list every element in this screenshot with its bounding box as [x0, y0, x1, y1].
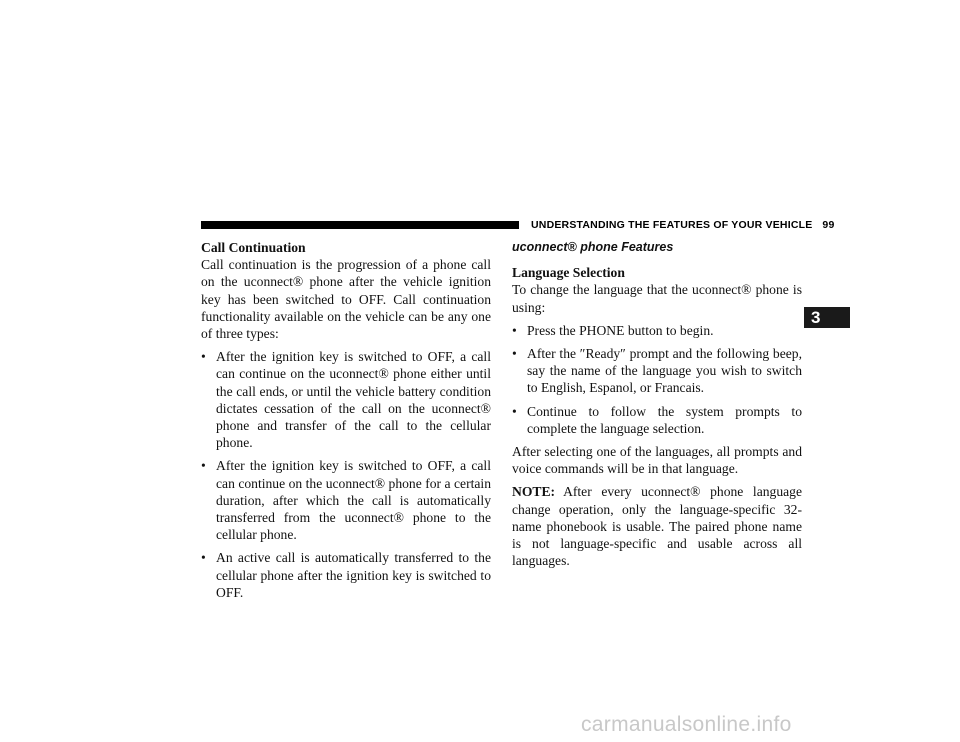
language-selection-intro: To change the language that the uconnect® phone is using: — [512, 282, 802, 315]
section-title: uconnect® phone Features — [512, 240, 674, 254]
bullet-icon: • — [201, 550, 206, 566]
note-label: NOTE: — [512, 484, 556, 500]
bullet-text: After the ″Ready″ prompt and the following beep, say the name of the language you wish to switch to English, Espanol, or Francais. — [527, 346, 802, 396]
left-column — [201, 239, 491, 601]
bullet-icon: • — [201, 349, 206, 365]
language-selection-heading: Language Selection — [512, 265, 625, 281]
list-item — [201, 457, 491, 543]
header-rule — [201, 221, 519, 229]
chapter-number: 3 — [811, 308, 821, 327]
note-paragraph — [512, 483, 802, 569]
bullet-text: After the ignition key is switched to OFF, a call can continue on the uconnect® phone for a certain duration, after which the call is automatically transferred from the uconnect® phone to the cellular phone. — [216, 458, 491, 543]
bullet-icon: • — [512, 322, 517, 338]
bullet-icon: • — [512, 346, 517, 362]
list-item — [512, 403, 802, 437]
bullet-text: An active call is automatically transferred to the cellular phone after the ignition key is switched to OFF. — [216, 550, 491, 600]
running-header — [531, 219, 835, 231]
list-item — [512, 322, 802, 339]
bullet-text: Continue to follow the system prompts to complete the language selection. — [527, 403, 802, 436]
bullet-icon: • — [512, 403, 517, 419]
list-item — [201, 549, 491, 601]
call-continuation-intro: Call continuation is the progression of a phone call on the uconnect® phone after the vehicle ignition key has been switched to OFF. Call continuation functionality available on the vehicle can be any one of three types: — [201, 257, 491, 342]
right-column — [512, 239, 802, 569]
header-title: UNDERSTANDING THE FEATURES OF YOUR VEHICLE — [531, 219, 813, 231]
watermark: carmanualsonline.info — [581, 713, 792, 736]
after-selection-text: After selecting one of the languages, all prompts and voice commands will be in that language. — [512, 444, 802, 477]
bullet-text: Press the PHONE button to begin. — [527, 322, 714, 338]
list-item — [512, 345, 802, 397]
call-continuation-heading: Call Continuation — [201, 240, 306, 255]
list-item — [201, 348, 491, 451]
bullet-icon: • — [201, 458, 206, 474]
note-text: After every uconnect® phone language change operation, only the language-specific 32-name phonebook is usable. The paired phone name is not language-specific and usable across all languages. — [512, 484, 802, 569]
page-number: 99 — [822, 219, 835, 231]
call-continuation-list — [201, 348, 491, 601]
language-steps-list — [512, 322, 802, 437]
bullet-text: After the ignition key is switched to OFF, a call can continue on the uconnect® phone either until the call ends, or until the vehicle battery condition dictates cessation of the call on the uconnect® phone and transfer of the call to the cellular phone. — [216, 349, 491, 451]
chapter-tab — [804, 307, 850, 328]
